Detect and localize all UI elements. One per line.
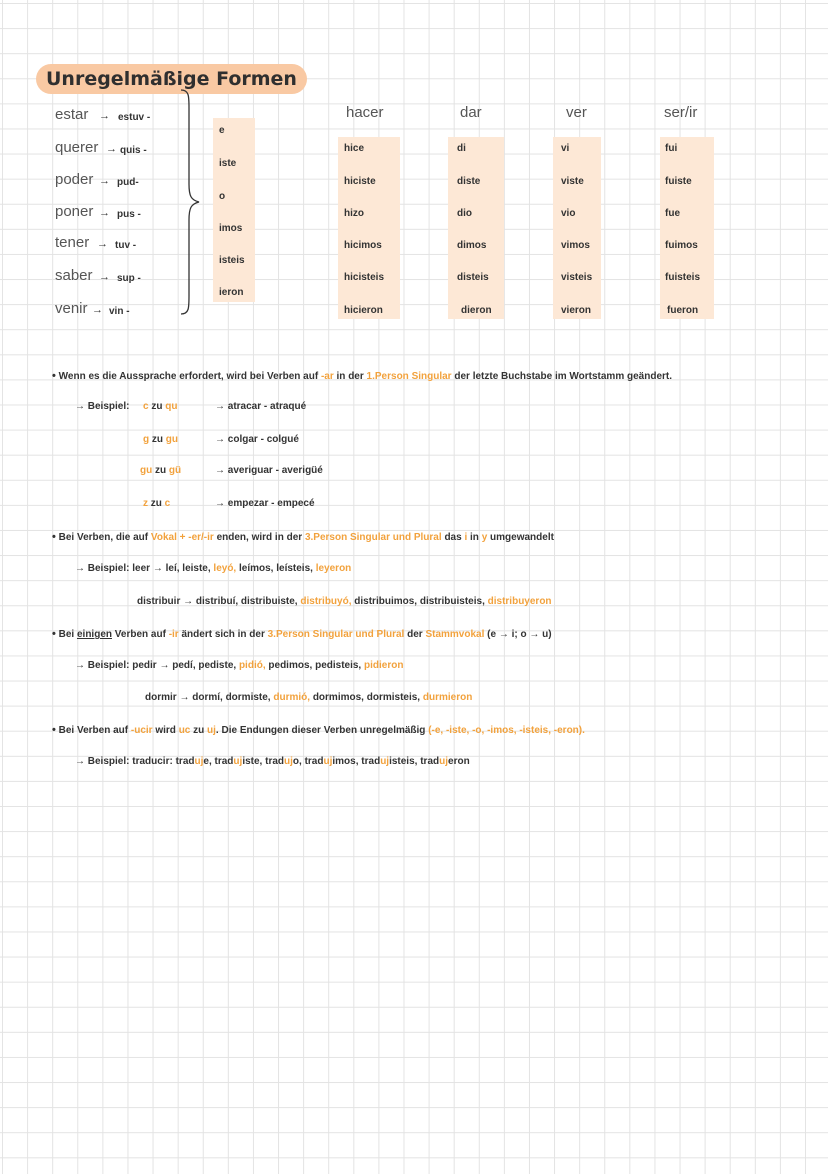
ending-imos: imos <box>219 223 243 234</box>
form-cell: fuisteis <box>665 272 701 283</box>
form-cell: fue <box>665 208 680 219</box>
verb-querer: querer <box>55 139 99 156</box>
form-cell: fui <box>665 143 678 154</box>
ending-e: e <box>219 125 225 136</box>
form-cell: disteis <box>457 272 489 283</box>
form-cell: vimos <box>561 240 590 251</box>
rule-2: • Bei Verben, die auf Vokal + -er/-ir enden, wird in der 3.Person Singular und Plural das i in y umgewandelt <box>52 531 554 543</box>
arrow: → <box>106 143 117 155</box>
form-cell: hice <box>344 143 365 154</box>
form-cell: dieron <box>461 305 492 316</box>
arrow: → <box>99 271 110 283</box>
form-cell: vieron <box>561 305 592 316</box>
column-header-hacer: hacer <box>346 104 384 121</box>
stem-poner: pus - <box>117 209 141 220</box>
rule-1-example-gu: gu zu gü <box>140 465 182 476</box>
column-highlight <box>660 137 714 319</box>
verb-poder: poder <box>55 171 94 188</box>
form-cell: hizo <box>344 208 364 219</box>
rule-2-example-distribuir: distribuir → distribuí, distribuiste, distribuyó, distribuimos, distribuisteis, distribuyeron <box>137 596 552 607</box>
form-cell: visteis <box>561 272 593 283</box>
rule-1-example-g-verb: → colgar - colgué <box>215 434 299 445</box>
stem-estar: estuv - <box>118 112 151 123</box>
rule-1-example-c: c zu qu <box>143 401 178 412</box>
stem-querer: quis - <box>120 145 147 156</box>
rule-1-example-c-verb: → atracar - atraqué <box>215 401 307 412</box>
form-item: tradujeron <box>420 756 470 767</box>
verb-saber: saber <box>55 267 93 284</box>
ending-o: o <box>219 191 226 202</box>
rule-2-example-leer: → Beispiel: leer → leí, leiste, leyó, leímos, leísteis, leyeron <box>75 563 352 574</box>
rule-1: • Wenn es die Aussprache erfordert, wird bei Verben auf -ar in der 1.Person Singular der letzte Buchstabe im Wortstamm geändert. <box>52 370 673 382</box>
rule-1-example-z-verb: → empezar - empecé <box>215 498 315 509</box>
form-cell: viste <box>561 176 584 187</box>
form-item: tradujiste, <box>214 756 263 767</box>
arrow: → <box>92 304 103 316</box>
arrow: → <box>99 207 110 219</box>
arrow: → <box>97 238 108 250</box>
rule-3-example-pedir: → Beispiel: pedir → pedí, pediste, pidió, pedimos, pedisteis, pidieron <box>75 660 404 671</box>
stem-tener: tuv - <box>115 240 137 251</box>
verb-venir: venir <box>55 300 88 317</box>
verb-estar: estar <box>55 106 89 123</box>
rule-4-example-traducir: → Beispiel: traducir: traduje, tradujiste, tradujo, tradujimos, tradujisteis, tradujeron <box>75 756 470 767</box>
rule-1-example-label: → Beispiel: <box>75 401 130 412</box>
rule-3: • Bei einigen Verben auf -ir ändert sich in der 3.Person Singular und Plural der Stammvokal (e → i; o → u) <box>52 628 552 640</box>
verb-poner: poner <box>55 203 94 220</box>
column-header-ser-ir: ser/ir <box>664 104 698 121</box>
endings-highlight <box>213 118 255 302</box>
rule-1-example-gu-verb: → averiguar - averigüé <box>215 465 323 476</box>
ending-ieron: ieron <box>219 287 244 298</box>
rule-1-example-g: g zu gu <box>143 434 178 445</box>
column-highlight <box>553 137 601 319</box>
stem-poder: pud- <box>117 177 139 188</box>
arrow: → <box>99 110 110 122</box>
form-cell: dimos <box>457 240 487 251</box>
form-cell: hicimos <box>344 240 382 251</box>
form-item: traduje, <box>175 756 212 767</box>
form-item: tradujimos, <box>304 756 359 767</box>
form-item: tradujo, <box>265 756 302 767</box>
curly-bracket-icon <box>177 88 201 316</box>
form-cell: hicisteis <box>344 272 385 283</box>
column-highlight <box>338 137 400 319</box>
column-header-dar: dar <box>460 104 482 121</box>
form-cell: diste <box>457 176 481 187</box>
form-cell: fuimos <box>665 240 698 251</box>
form-cell: hicieron <box>344 305 383 316</box>
rule-1-example-z: z zu c <box>143 498 171 509</box>
form-item: tradujisteis, <box>361 756 418 767</box>
form-cell: fuiste <box>665 176 692 187</box>
ending-iste: iste <box>219 158 237 169</box>
form-cell: dio <box>457 208 472 219</box>
form-cell: fueron <box>667 305 699 316</box>
arrow: → <box>99 175 110 187</box>
verb-tener: tener <box>55 234 90 251</box>
rule-3-example-dormir: dormir → dormí, dormiste, durmió, dormimos, dormisteis, durmieron <box>145 692 473 703</box>
form-cell: vi <box>561 143 570 154</box>
column-highlight <box>448 137 504 319</box>
page-title: Unregelmäßige Formen <box>36 64 307 94</box>
stem-venir: vin - <box>109 306 130 317</box>
form-cell: hiciste <box>344 176 376 187</box>
ending-isteis: isteis <box>219 255 245 266</box>
column-header-ver: ver <box>566 104 587 121</box>
rule-4: • Bei Verben auf -ucir wird uc zu uj. Die Endungen dieser Verben unregelmäßig (-e, -iste, -o, -imos, -isteis, -eron). <box>52 724 585 736</box>
form-cell: di <box>457 143 466 154</box>
stem-saber: sup - <box>117 273 141 284</box>
form-cell: vio <box>561 208 576 219</box>
